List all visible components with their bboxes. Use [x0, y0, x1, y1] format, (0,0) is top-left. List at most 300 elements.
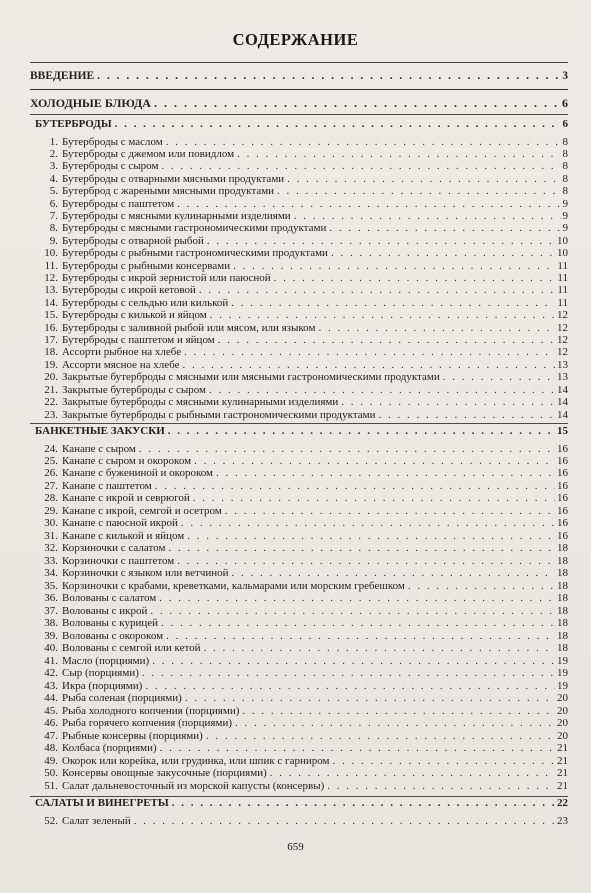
toc-item-page: 16: [557, 529, 568, 542]
toc-item[interactable]: [37, 780, 568, 793]
toc-item-number: 14.: [44, 296, 58, 309]
leader-dots: [443, 371, 555, 384]
toc-item[interactable]: [37, 210, 568, 223]
toc-item-number: 40.: [44, 642, 58, 655]
toc-item-page: 13: [557, 358, 568, 371]
toc-item-page: 20: [557, 692, 568, 705]
leader-dots: [159, 592, 555, 605]
leader-dots: [177, 198, 560, 211]
toc-item-label: Канапе с бужениной и окороком: [62, 467, 213, 480]
toc-item-number: 22.: [44, 396, 58, 409]
toc-item-text: [37, 567, 229, 580]
toc-item-label: Корзиночки с языком или ветчиной: [62, 567, 229, 580]
toc-item-label: Бутерброды с мясными гастрономическими продуктами: [62, 222, 327, 235]
toc-item-number: 37.: [44, 604, 58, 617]
toc-item-label: Бутерброды с отварной рыбой: [62, 234, 204, 247]
toc-item-page: 21: [557, 754, 568, 767]
toc-item-number: 20.: [44, 371, 58, 384]
page-number: 659: [287, 841, 304, 853]
toc-item-page: 9: [562, 222, 568, 235]
toc-item-text: [37, 272, 271, 285]
toc-item-page: 9: [562, 209, 568, 222]
toc-item-page: 10: [557, 234, 568, 247]
leader-dots: [327, 780, 555, 793]
toc-item-text: [37, 297, 228, 310]
toc-item-text: [37, 492, 190, 505]
leader-dots: [199, 284, 556, 297]
toc-item-text: [37, 655, 149, 668]
toc-item-page: 20: [557, 704, 568, 717]
leader-dots: [150, 605, 555, 618]
leader-dots: [206, 730, 555, 743]
toc-item-number: 44.: [44, 692, 58, 705]
leader-dots: [161, 160, 560, 173]
leader-dots: [341, 396, 555, 409]
toc-item-text: [37, 384, 206, 397]
toc-item[interactable]: [37, 297, 568, 310]
leader-dots: [193, 492, 555, 505]
leader-dots: [161, 617, 555, 630]
toc-item-text: [37, 530, 184, 543]
toc-item[interactable]: [37, 136, 568, 149]
toc-item-label: Рыба соленая (порциями): [62, 692, 182, 705]
toc-item[interactable]: [37, 260, 568, 273]
toc-item-number: 33.: [44, 554, 58, 567]
toc-item-text: [37, 592, 156, 605]
toc-item-page: 18: [557, 542, 568, 555]
toc-item-text: [37, 346, 181, 359]
toc-item[interactable]: [37, 173, 568, 186]
toc-item-text: [37, 309, 207, 322]
toc-item-page: 10: [557, 247, 568, 260]
toc-entry-intro[interactable]: [30, 70, 568, 83]
toc-item[interactable]: [37, 222, 568, 235]
toc-item[interactable]: [37, 767, 568, 780]
leader-dots: [168, 542, 555, 555]
toc-item[interactable]: [37, 605, 568, 618]
page-title: СОДЕРЖАНИЕ: [232, 30, 359, 49]
toc-item[interactable]: [37, 517, 568, 530]
toc-item-number: 8.: [49, 222, 58, 235]
leader-dots: [134, 815, 555, 828]
toc-item-text: [37, 730, 203, 743]
toc-item-label: Бутерброды с икрой зернистой или паюсной: [62, 272, 271, 284]
toc-item-page: 18: [557, 567, 568, 580]
toc-item-number: 27.: [44, 479, 58, 492]
toc-item-number: 30.: [44, 517, 58, 530]
leader-dots: [139, 443, 555, 456]
toc-item[interactable]: [37, 667, 568, 680]
toc-item-label: Бутерброды с отварными мясными продуктами: [62, 172, 285, 185]
toc-entry-page: 6: [562, 97, 568, 110]
toc-item[interactable]: [37, 717, 568, 730]
leader-dots: [155, 480, 555, 493]
toc-item-number: 29.: [44, 504, 58, 517]
toc-item-text: [37, 334, 215, 347]
leader-dots: [294, 210, 561, 223]
toc-item-text: [37, 173, 284, 186]
toc-item-label: Бутерброды с рыбными консервами: [62, 259, 231, 272]
toc-item-page: 18: [557, 592, 568, 605]
toc-item-label: Масло (порциями): [62, 654, 150, 667]
leader-dots: [97, 70, 560, 83]
toc-item[interactable]: [37, 742, 568, 755]
toc-item-number: 17.: [44, 334, 58, 347]
toc-item-page: 19: [557, 667, 568, 680]
toc-item-page: 8: [562, 185, 568, 198]
toc-item-page: 19: [557, 679, 568, 692]
leader-dots: [218, 334, 555, 347]
toc-item-text: [37, 284, 196, 297]
toc-item[interactable]: [37, 692, 568, 705]
toc-item-number: 43.: [44, 679, 58, 692]
toc-item-label: Бутерброды с паштетом: [62, 197, 175, 210]
toc-item-page: 18: [557, 629, 568, 642]
toc-entry-label: ВВЕДЕНИЕ: [30, 70, 95, 82]
leader-dots: [145, 680, 555, 693]
leader-dots: [187, 530, 555, 543]
toc-item-label: Салат дальневосточный из морской капусты (консервы): [62, 779, 325, 792]
divider: [30, 423, 568, 424]
toc-item-number: 15.: [44, 309, 58, 322]
toc-item-page: 20: [557, 717, 568, 730]
toc-subsection[interactable]: [35, 118, 568, 131]
toc-item-label: Канапе с паюсной икрой: [62, 517, 178, 530]
toc-item[interactable]: [37, 148, 568, 161]
toc-item-text: [37, 371, 440, 384]
toc-item[interactable]: [37, 235, 568, 248]
toc-item[interactable]: [37, 185, 568, 198]
toc-item-page: 8: [562, 147, 568, 160]
toc-item-page: 11: [557, 272, 568, 284]
toc-item[interactable]: [37, 705, 568, 718]
leader-dots: [408, 580, 555, 593]
toc-item-number: 34.: [44, 567, 58, 580]
leader-dots: [177, 555, 555, 568]
toc-item-number: 13.: [44, 284, 58, 297]
toc-item[interactable]: [37, 346, 568, 359]
toc-item-text: [37, 480, 152, 493]
leader-dots: [154, 97, 560, 110]
toc-item[interactable]: [37, 467, 568, 480]
toc-item[interactable]: [37, 505, 568, 518]
toc-item-page: 11: [557, 284, 568, 297]
toc-item-page: 8: [562, 160, 568, 173]
toc-item[interactable]: [37, 247, 568, 260]
toc-item[interactable]: [37, 617, 568, 630]
toc-item-text: [37, 667, 139, 680]
toc-item-label: Закрытые бутерброды с рыбными гастрономическими продуктами: [62, 408, 376, 421]
toc-item-text: [37, 742, 157, 755]
toc-item-number: 1.: [49, 135, 58, 148]
toc-item-number: 49.: [44, 754, 58, 767]
toc-item-number: 21.: [44, 383, 58, 396]
leader-dots: [274, 272, 556, 285]
toc-item-text: [37, 767, 267, 780]
toc-subsection[interactable]: [35, 425, 568, 438]
toc-item[interactable]: [37, 655, 568, 668]
toc-item-number: 45.: [44, 704, 58, 717]
toc-item-label: Волованы с салатом: [62, 592, 157, 605]
toc-item[interactable]: [37, 755, 568, 768]
toc-item[interactable]: [37, 730, 568, 743]
toc-item-label: Салат зеленый: [62, 815, 131, 827]
toc-item-text: [37, 505, 222, 518]
toc-item-label: Канапе с паштетом: [62, 479, 152, 492]
toc-item-label: Канапе с сыром и окороком: [62, 454, 192, 467]
toc-item-number: 5.: [49, 185, 58, 198]
toc-item-number: 47.: [44, 729, 58, 742]
leader-dots: [331, 247, 555, 260]
toc-item-label: Бутерброды с джемом или повидлом: [62, 147, 235, 160]
toc-item-number: 2.: [49, 147, 58, 160]
toc-item-text: [37, 260, 230, 273]
toc-item-page: 20: [557, 729, 568, 742]
leader-dots: [216, 467, 555, 480]
toc-item-text: [37, 680, 142, 693]
toc-item-text: [37, 455, 191, 468]
toc-item-page: 11: [557, 259, 568, 272]
toc-item-label: Бутерброды с рыбными гастрономическими продуктами: [62, 247, 328, 260]
toc-item-label: Волованы с икрой: [62, 604, 148, 617]
leader-dots: [160, 742, 555, 755]
toc-item-text: [37, 235, 204, 248]
toc-item-text: [37, 542, 165, 555]
leader-dots: [287, 173, 560, 186]
toc-item-text: [37, 396, 338, 409]
toc-item[interactable]: [37, 272, 568, 285]
toc-item-number: 28.: [44, 492, 58, 505]
leader-dots: [172, 797, 555, 810]
leader-dots: [184, 346, 555, 359]
leader-dots: [233, 260, 555, 273]
toc-item[interactable]: [37, 555, 568, 568]
toc-item-number: 3.: [49, 160, 58, 173]
toc-item-label: Канапе с икрой и севрюгой: [62, 492, 190, 505]
leader-dots: [210, 309, 555, 322]
toc-item-page: 23: [557, 815, 568, 827]
toc-item-number: 39.: [44, 629, 58, 642]
leader-dots: [318, 322, 555, 335]
toc-item-text: [37, 580, 405, 593]
toc-item-page: 16: [557, 479, 568, 492]
toc-item[interactable]: [37, 630, 568, 643]
toc-entry-label: САЛАТЫ И ВИНЕГРЕТЫ: [35, 797, 169, 809]
toc-item[interactable]: [37, 815, 568, 828]
leader-dots: [225, 505, 555, 518]
toc-item-page: 16: [557, 504, 568, 517]
toc-item-page: 11: [557, 296, 568, 309]
toc-item-page: 18: [557, 604, 568, 617]
divider: [30, 114, 568, 115]
toc-item-text: [37, 160, 158, 173]
leader-dots: [242, 705, 555, 718]
toc-item-number: 24.: [44, 442, 58, 455]
toc-item-number: 48.: [44, 742, 58, 755]
toc-item-text: [37, 359, 180, 372]
toc-item-page: 14: [557, 408, 568, 421]
toc-item[interactable]: [37, 359, 568, 372]
toc-item-text: [37, 198, 174, 211]
leader-dots: [115, 118, 561, 131]
toc-item-text: [37, 692, 182, 705]
toc-item[interactable]: [37, 334, 568, 347]
toc-item-label: Бутерброды с паштетом и яйцом: [62, 334, 215, 347]
toc-item[interactable]: [37, 530, 568, 543]
toc-item-label: Сыр (порциями): [62, 667, 139, 680]
leader-dots: [332, 755, 555, 768]
toc-item-text: [37, 467, 213, 480]
toc-item[interactable]: [37, 680, 568, 693]
toc-item-page: 18: [557, 642, 568, 655]
toc-item[interactable]: [37, 198, 568, 211]
leader-dots: [152, 655, 555, 668]
toc-item-number: 26.: [44, 467, 58, 480]
divider: [30, 89, 568, 90]
toc-item-label: Рыба холодного копчения (порциями): [62, 704, 240, 717]
toc-item[interactable]: [37, 371, 568, 384]
toc-item[interactable]: [37, 580, 568, 593]
toc-item-label: Закрытые бутерброды с мясными или мясными гастрономическими продуктами: [62, 371, 440, 384]
toc-item-text: [37, 617, 158, 630]
toc-item[interactable]: [37, 309, 568, 322]
toc-item-page: 9: [562, 197, 568, 210]
toc-item-page: 16: [557, 442, 568, 455]
toc-item[interactable]: [37, 592, 568, 605]
leader-dots: [235, 717, 555, 730]
toc-item-page: 18: [557, 554, 568, 567]
toc-item[interactable]: [37, 409, 568, 422]
toc-item-number: 6.: [49, 197, 58, 210]
toc-item[interactable]: [37, 567, 568, 580]
toc-item[interactable]: [37, 443, 568, 456]
toc-item-label: Бутерброды с сыром: [62, 160, 159, 173]
toc-item-text: [37, 630, 163, 643]
toc-item-label: Колбаса (порциями): [62, 742, 157, 755]
toc-item-page: 18: [557, 579, 568, 592]
leader-dots: [183, 359, 555, 372]
toc-item-label: Рыбные консервы (порциями): [62, 729, 203, 742]
toc-item-label: Волованы с семгой или кетой: [62, 642, 201, 655]
leader-dots: [166, 630, 555, 643]
toc-item-label: Корзиночки с крабами, креветками, кальмарами или морским гребешком: [62, 579, 405, 592]
toc-item-text: [37, 136, 163, 149]
toc-item-page: 21: [557, 742, 568, 755]
toc-item-text: [37, 705, 239, 718]
toc-item-text: [37, 517, 178, 530]
toc-item-number: 12.: [44, 272, 58, 284]
toc-item-label: Бутерброды с килькой и яйцом: [62, 309, 207, 322]
toc-item-label: Канапе с сыром: [62, 442, 136, 455]
toc-item-label: Рыба горячего копчения (порциями): [62, 717, 233, 730]
toc-item-text: [37, 642, 201, 655]
toc-item[interactable]: [37, 455, 568, 468]
leader-dots: [379, 409, 555, 422]
toc-item-page: 16: [557, 492, 568, 505]
toc-item-number: 32.: [44, 542, 58, 555]
toc-item-label: Бутерброды с маслом: [62, 135, 163, 148]
toc-item-label: Ассорти рыбное на хлебе: [62, 346, 182, 359]
leader-dots: [181, 517, 555, 530]
toc-item-number: 50.: [44, 767, 58, 780]
leader-dots: [204, 642, 555, 655]
toc-subsection[interactable]: [35, 797, 568, 810]
toc-item-number: 18.: [44, 346, 58, 359]
toc-entry-page: 22: [557, 797, 568, 809]
leader-dots: [237, 148, 560, 161]
toc-item-number: 52.: [44, 815, 58, 827]
toc-item[interactable]: [37, 480, 568, 493]
toc-item-number: 7.: [49, 209, 58, 222]
toc-item-label: Консервы овощные закусочные (порциями): [62, 767, 267, 780]
toc-item-number: 38.: [44, 617, 58, 630]
leader-dots: [277, 185, 560, 198]
toc-item-label: Корзиночки с салатом: [62, 542, 166, 555]
toc-item-page: 14: [557, 396, 568, 409]
toc-item-text: [37, 755, 329, 768]
leader-dots: [207, 235, 555, 248]
toc-item[interactable]: [37, 384, 568, 397]
toc-item-text: [37, 605, 147, 618]
leader-dots: [270, 767, 555, 780]
toc-item-text: [37, 780, 324, 793]
leader-dots: [142, 667, 555, 680]
toc-item-label: Икра (порциями): [62, 679, 143, 692]
toc-item-number: 16.: [44, 321, 58, 334]
toc-item-label: Окорок или корейка, или грудинка, или шпик с гарниром: [62, 754, 330, 767]
toc-item-page: 8: [562, 172, 568, 185]
toc-item-number: 4.: [49, 172, 58, 185]
toc-item-page: 18: [557, 617, 568, 630]
toc-item[interactable]: [37, 492, 568, 505]
toc-item-page: 16: [557, 517, 568, 530]
toc-item-text: [37, 148, 234, 161]
toc-item-number: 42.: [44, 667, 58, 680]
leader-dots: [209, 384, 555, 397]
leader-dots: [232, 567, 555, 580]
toc-item-number: 41.: [44, 654, 58, 667]
toc-item-page: 21: [557, 767, 568, 780]
toc-item-number: 25.: [44, 454, 58, 467]
toc-item-label: Канапе с килькой и яйцом: [62, 529, 185, 542]
toc-item-page: 16: [557, 467, 568, 480]
toc-item-label: Волованы с курицей: [62, 617, 159, 630]
divider: [30, 62, 568, 63]
toc-item-text: [37, 222, 326, 235]
leader-dots: [166, 136, 561, 149]
toc-item-number: 23.: [44, 408, 58, 421]
toc-section-cold-dishes[interactable]: [30, 97, 568, 110]
toc-entry-label: БАНКЕТНЫЕ ЗАКУСКИ: [35, 425, 165, 437]
toc-item-page: 14: [557, 383, 568, 396]
toc-item-label: Корзиночки с паштетом: [62, 554, 175, 567]
toc-item[interactable]: [37, 396, 568, 409]
toc-item-label: Бутерброды с заливной рыбой или мясом, или языком: [62, 321, 316, 334]
toc-item-text: [37, 409, 376, 422]
toc-item[interactable]: [37, 322, 568, 335]
toc-item-label: Ассорти мясное на хлебе: [62, 358, 180, 371]
toc-item[interactable]: [37, 642, 568, 655]
toc-item[interactable]: [37, 284, 568, 297]
toc-entry-label: ХОЛОДНЫЕ БЛЮДА: [30, 97, 151, 110]
toc-item-page: 12: [557, 334, 568, 347]
toc-item[interactable]: [37, 160, 568, 173]
toc-item-number: 11.: [44, 259, 58, 272]
toc-item[interactable]: [37, 542, 568, 555]
toc-item-text: [37, 443, 136, 456]
toc-item-page: 8: [562, 135, 568, 148]
toc-item-label: Канапе с икрой, семгой и осетром: [62, 504, 222, 517]
